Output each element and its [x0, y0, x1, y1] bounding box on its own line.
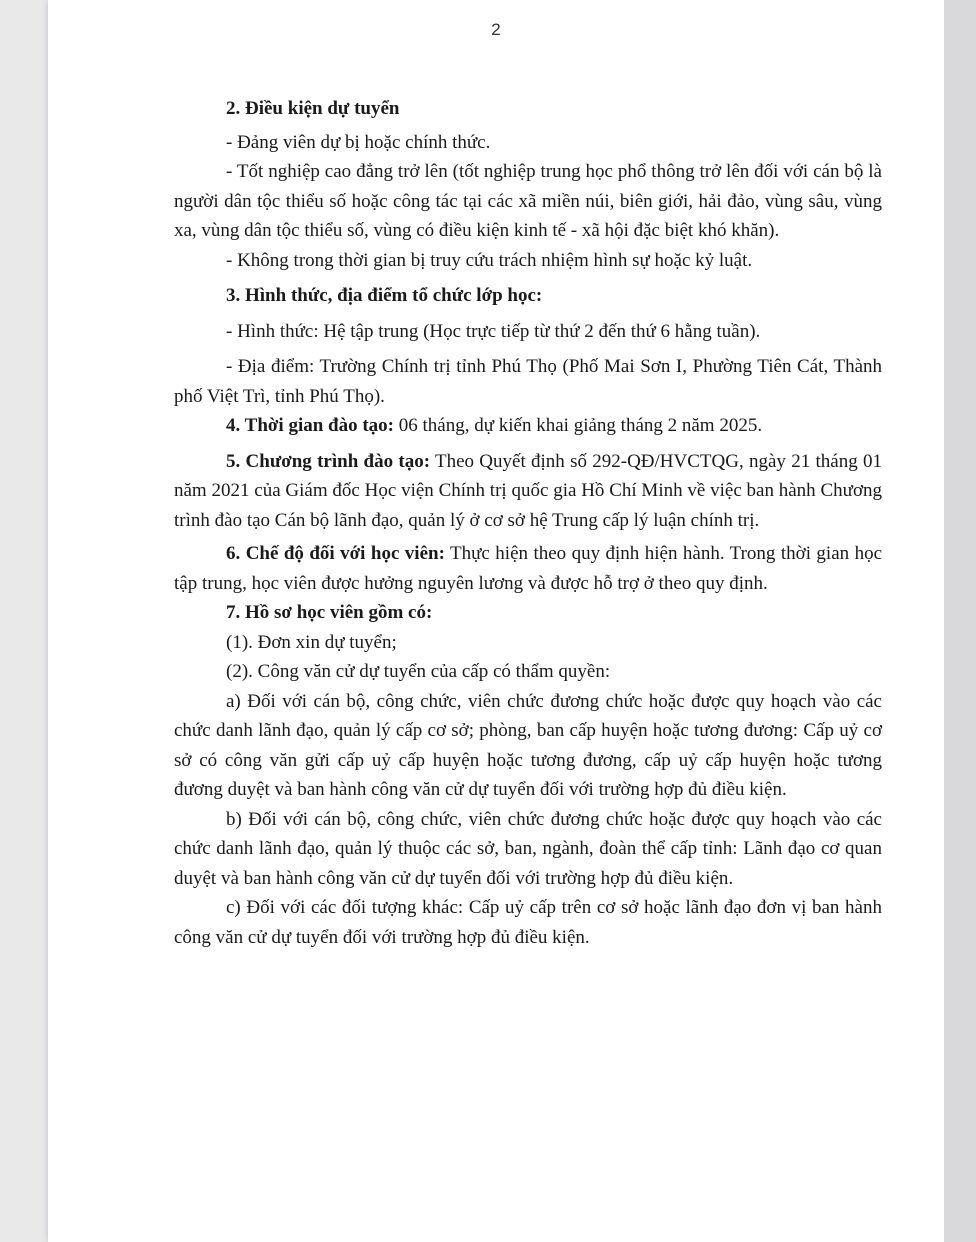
section-2-paragraph: - Tốt nghiệp cao đẳng trở lên (tốt nghiệp trung học phổ thông trở lên đối với cán bộ là người dân tộc thiểu số hoặc công tác tại các xã miền núi, biên giới, hải đảo, vùng sâu, vùng xa, vùng dân tộc thiểu số, vùng có điều kiện kinh tế - xã hội đặc biệt khó khăn).: [174, 161, 882, 241]
section-4-paragraph: [174, 411, 882, 441]
section-3-paragraph: - Địa điểm: Trường Chính trị tỉnh Phú Thọ (Phố Mai Sơn I, Phường Tiên Cát, Thành phố Việt Trì, tỉnh Phú Thọ).: [174, 356, 882, 407]
section-3-paragraph: - Hình thức: Hệ tập trung (Học trực tiếp từ thứ 2 đến thứ 6 hằng tuần).: [226, 320, 761, 342]
section-6-paragraph: [174, 539, 882, 598]
section-5-paragraph: [174, 447, 882, 536]
section-7-item: a) Đối với cán bộ, công chức, viên chức đương chức hoặc được quy hoạch vào các chức danh lãnh đạo, quản lý cấp cơ sở; phòng, ban cấp huyện hoặc tương đương: Cấp uỷ cơ sở có công văn gửi cấp uỷ cấp huyện hoặc tương đương, cấp uỷ cấp huyện hoặc tương đương duyệt và ban hành công văn cử dự tuyển đối với trường hợp đủ điều kiện.: [174, 690, 882, 800]
section-5-lead: 5. Chương trình đào tạo:: [226, 450, 431, 472]
section-5-text: Theo Quyết định số 292-QĐ/HVCTQG, ngày 21 tháng 01 năm 2021 của Giám đốc Học viện Chính trị quốc gia Hồ Chí Minh về việc ban hành Chương trình đào tạo Cán bộ lãnh đạo, quản lý ở cơ sở hệ Trung cấp lý luận chính trị.: [174, 450, 882, 531]
page-number: 2: [491, 20, 501, 39]
section-4-text: 06 tháng, dự kiến khai giảng tháng 2 năm 2025.: [394, 415, 763, 436]
section-7-item: c) Đối với các đối tượng khác: Cấp uỷ cấp trên cơ sở hoặc lãnh đạo đơn vị ban hành công văn cử dự tuyển đối với trường hợp đủ điều kiện.: [174, 897, 882, 948]
section-2-paragraph: - Đảng viên dự bị hoặc chính thức.: [226, 131, 491, 153]
section-4-lead: 4. Thời gian đào tạo:: [226, 415, 395, 436]
section-6-text: Thực hiện theo quy định hiện hành. Trong thời gian học tập trung, học viên được hưởng nguyên lương và được hỗ trợ ở theo quy định.: [174, 543, 882, 594]
section-7-item: (1). Đơn xin dự tuyển;: [226, 631, 397, 653]
section-2-paragraph: - Không trong thời gian bị truy cứu trách nhiệm hình sự hoặc kỷ luật.: [226, 249, 753, 271]
section-3-heading: 3. Hình thức, địa điểm tổ chức lớp học:: [226, 285, 543, 306]
section-6-lead: 6. Chế độ đối với học viên:: [226, 543, 445, 564]
document-body: [174, 94, 882, 952]
section-2-heading: 2. Điều kiện dự tuyển: [226, 98, 400, 119]
viewer-background: [944, 0, 976, 1242]
section-7-item: b) Đối với cán bộ, công chức, viên chức đương chức hoặc được quy hoạch vào các chức danh lãnh đạo, quản lý thuộc các sở, ban, ngành, đoàn thể cấp tỉnh: Lãnh đạo cơ quan duyệt và ban hành công văn cử dự tuyển đối với trường hợp đủ điều kiện.: [174, 808, 882, 889]
section-7-item: (2). Công văn cử dự tuyển của cấp có thẩm quyền:: [226, 661, 611, 682]
document-page: [48, 0, 944, 1242]
section-7-heading: 7. Hồ sơ học viên gồm có:: [226, 602, 433, 623]
